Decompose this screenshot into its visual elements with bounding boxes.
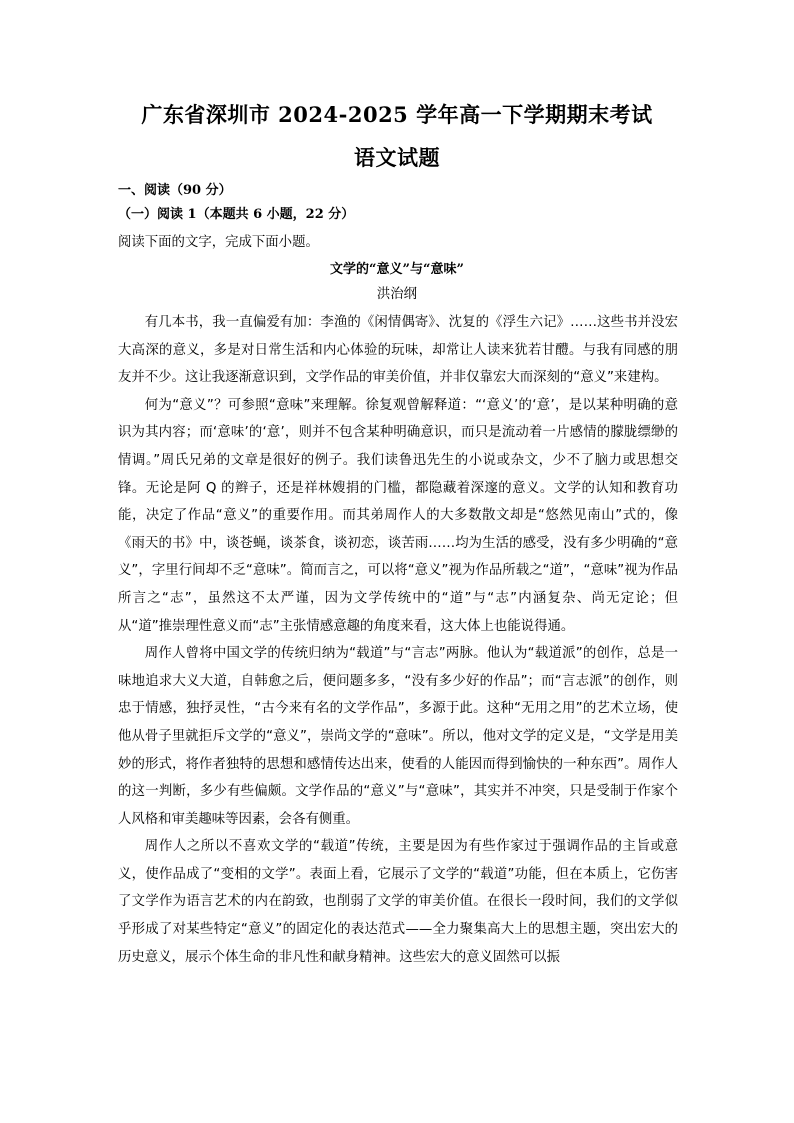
exam-title: 广东省深圳市 2024-2025 学年高一下学期期末考试	[141, 102, 653, 127]
article-paragraph: 何为“意义”？可参照“意味”来理解。徐复观曾解释道：“‘意义’的‘意’，是以某种明确的意识为其内容；而‘意味’的‘意’，则并不包含某种明确意识，而只是流动着一片感情的朦胧缥缈的情调。”周氏兄弟的文章是很好的例子。我们读鲁迅先生的小说或杂文，少不了脑力或思想交锋。无论是阿 Q 的辫子，还是祥林嫂捐的门槛，都隐藏着深邃的意义。文学的认知和教育功能，决定了作品“意义”的重要作用。而其弟周作人的大多数散文却是“悠然见南山”式的，像《雨天的书》中，谈苍蝇，谈茶食，谈初恋，谈苦雨……均为生活的感受，没有多少明确的“意义”，字里行间却不乏“意味”。简而言之，可以将“意义”视为作品所载之“道”，“意味”视为作品所言之“志”，虽然这不太严谨，因为文学传统中的“道”与“志”内涵复杂、尚无定论；但从“道”推崇理性意义而“志”主张情感意趣的角度来看，这大体上也能说得通。	[118, 397, 678, 634]
article-body	[118, 309, 678, 971]
article-paragraph: 周作人曾将中国文学的传统归纳为“载道”与“言志”两脉。他认为“载道派”的创作，总是一味地追求大义大道，自韩愈之后，便问题多多，“没有多少好的作品”；而“言志派”的创作，则忠于情感，独抒灵性，“古今来有名的文学作品”，多源于此。这种“无用之用”的艺术立场，使他从骨子里就拒斥文学的“意义”，崇尚文学的“意味”。所以，他对文学的定义是，“文学是用美妙的形式，将作者独特的思想和感情传达出来，使看的人能因而得到愉快的一种东西”。周作人的这一判断，多少有些偏颇。文学作品的“意义”与“意味”，其实并不冲突，只是受制于作家个人风格和审美趣味等因素，会各有侧重。	[118, 646, 678, 827]
article-paragraph: 周作人之所以不喜欢文学的“载道”传统，主要是因为有些作家过于强调作品的主旨或意义，使作品成了“变相的文学”。表面上看，它展示了文学的“载道”功能，但在本质上，它伤害了文学作为语言艺术的内在韵致，也削弱了文学的审美价值。在很长一段时间，我们的文学似乎形成了对某些特定“意义”的固定化的表达范式——全力聚集高大上的思想主题，突出宏大的历史意义，展示个体生命的非凡性和献身精神。这些宏大的意义固然可以振	[118, 839, 678, 965]
article-author: 洪治纲	[376, 287, 418, 302]
article-title: 文学的“意义”与“意味”	[330, 262, 464, 277]
reading-instruction: 阅读下面的文字，完成下面小题。	[118, 235, 319, 250]
exam-subtitle: 语文试题	[354, 145, 440, 170]
section-heading: 一、阅读（90 分）	[118, 183, 232, 198]
section-subheading: （一）阅读 1（本题共 6 小题，22 分）	[118, 207, 355, 222]
article-paragraph: 有几本书，我一直偏爱有加：李渔的《闲情偶寄》、沈复的《浮生六记》……这些书并没宏大高深的意义，多是对日常生活和内心体验的玩味，却常让人读来犹若甘醴。与我有同感的朋友并不少。这让我逐渐意识到，文学作品的审美价值，并非仅靠宏大而深刻的“意义”来建构。	[118, 315, 678, 386]
